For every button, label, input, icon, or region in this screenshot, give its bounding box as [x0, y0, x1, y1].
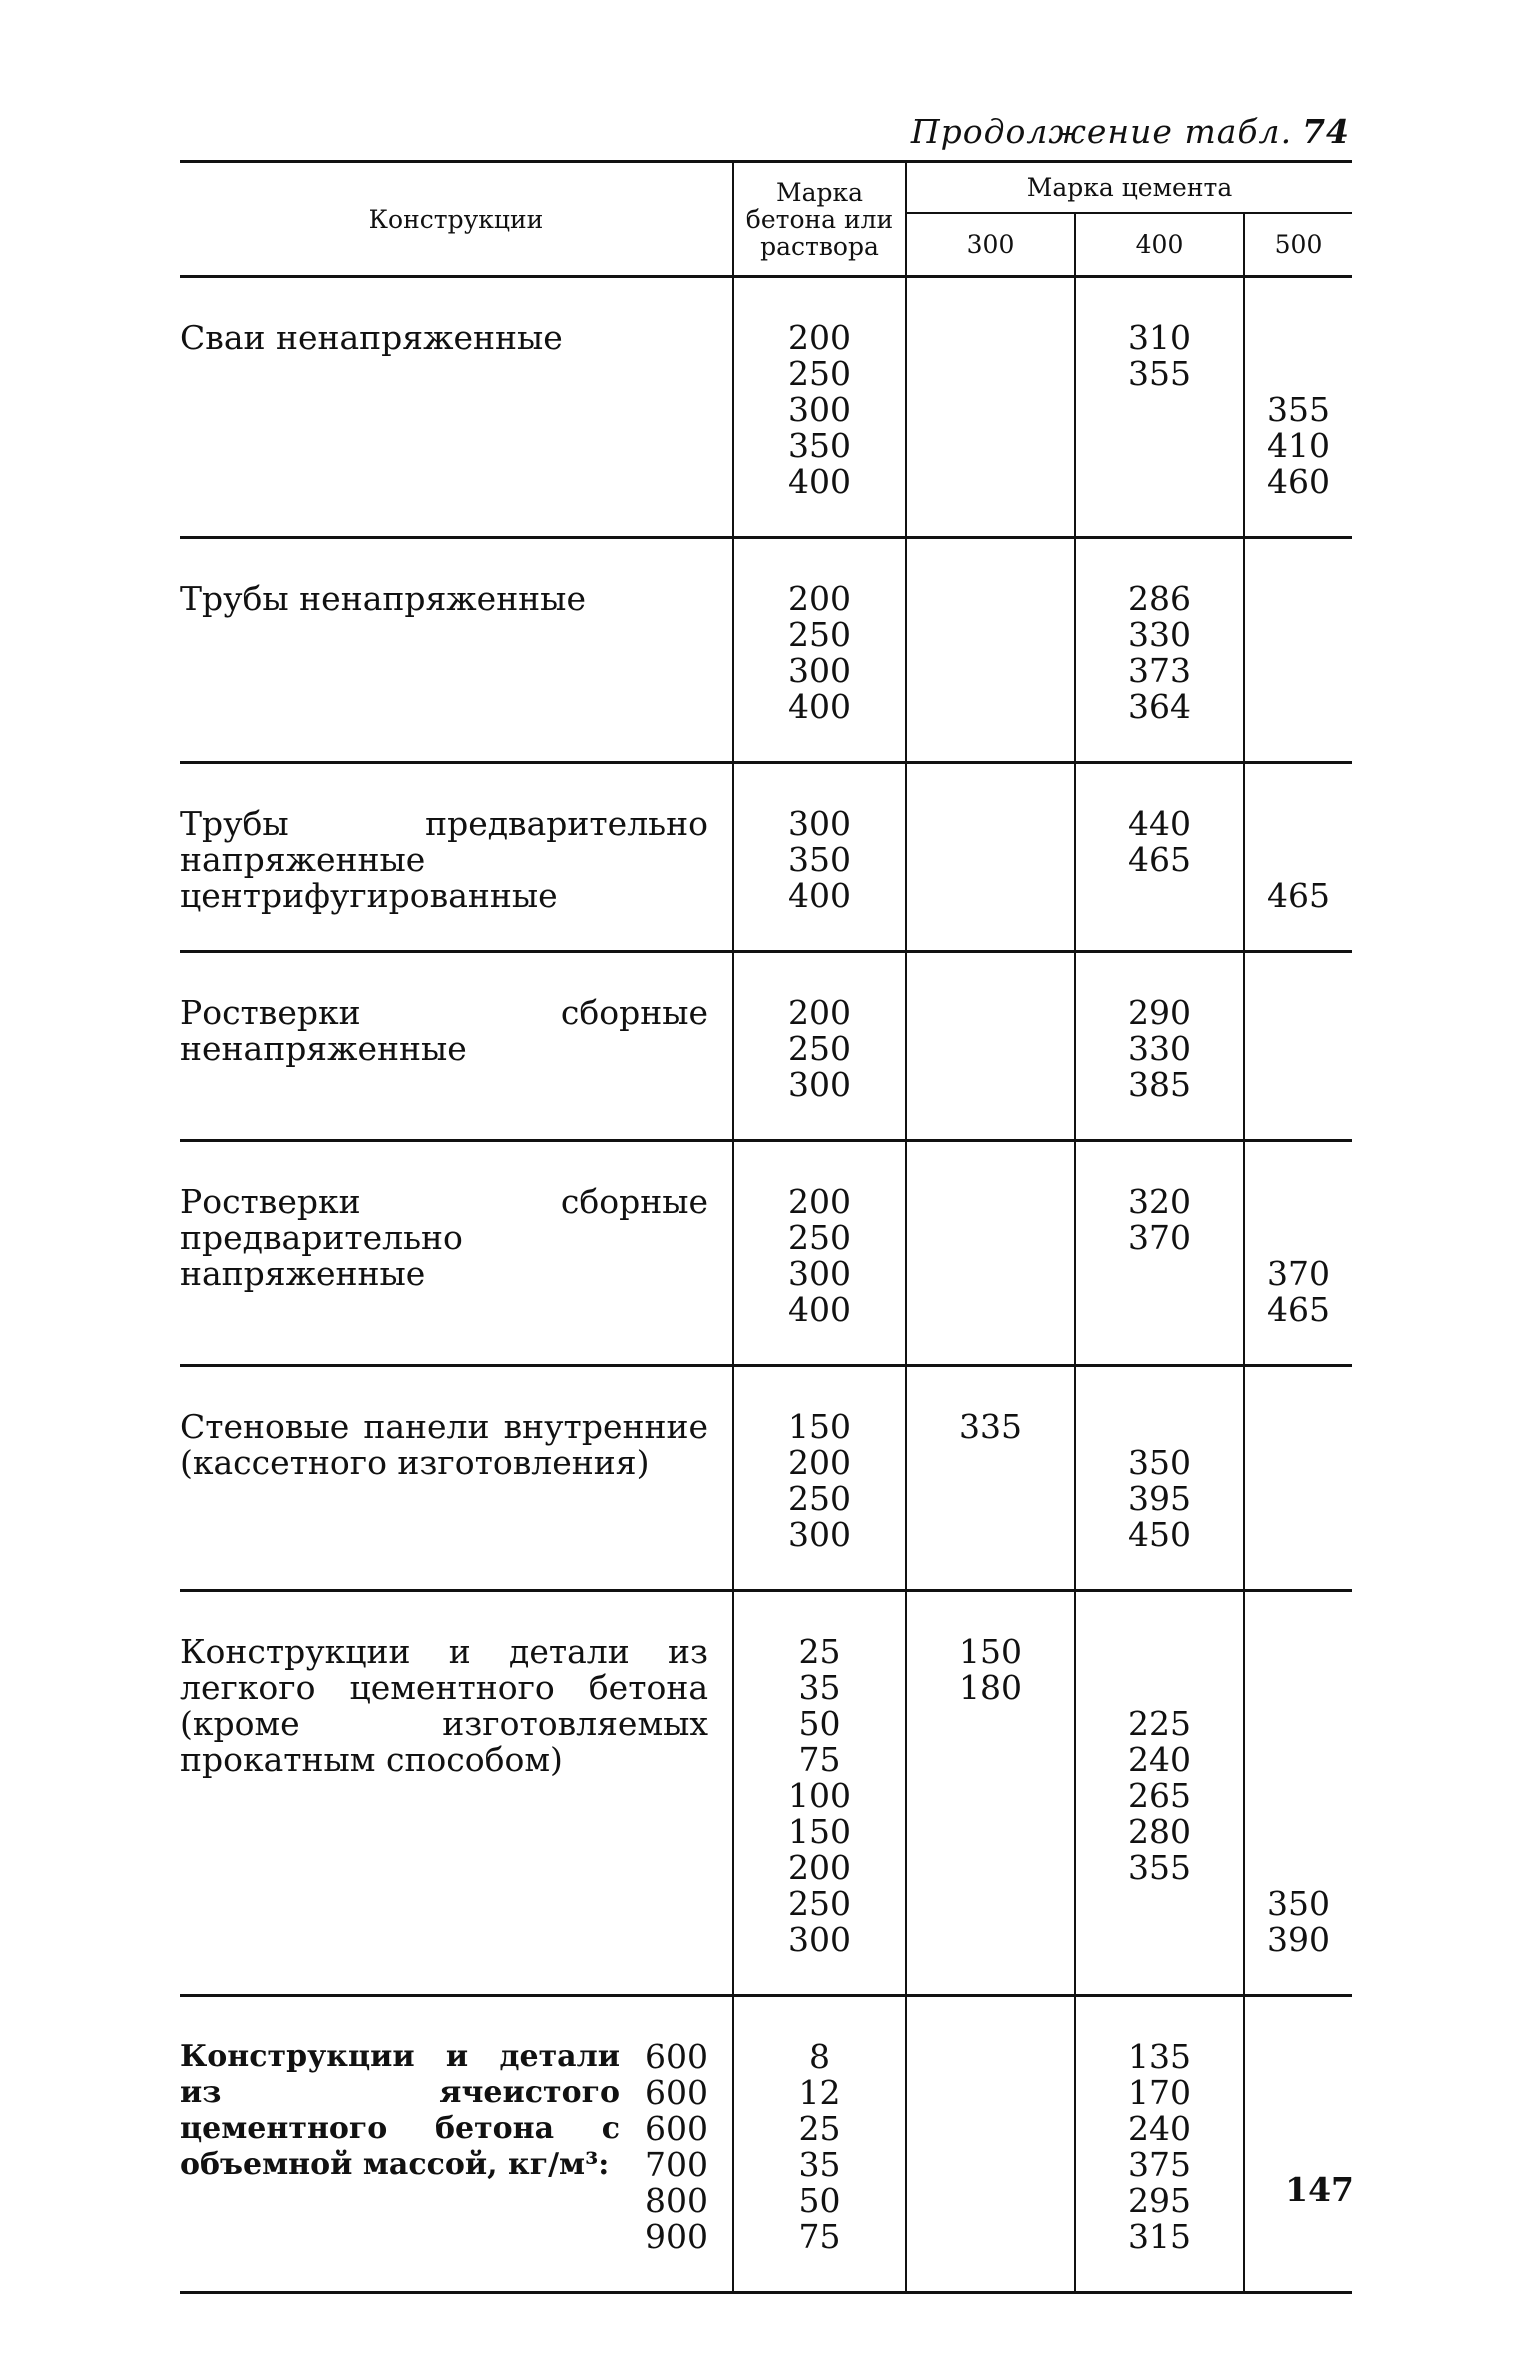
construction-name-cell	[180, 277, 733, 538]
construction-name-cell	[180, 1141, 733, 1366]
concrete-grade-value: 250	[788, 1479, 851, 1518]
cement-500-value	[1245, 806, 1352, 842]
cement-400-value	[1076, 1670, 1243, 1706]
cement-500-value	[1245, 2075, 1352, 2111]
cement-400-cell	[1075, 1996, 1244, 2293]
cement-300-value	[907, 1922, 1074, 1958]
cement-500-value	[1245, 356, 1352, 392]
construction-name-cell	[180, 1591, 733, 1996]
cement-500-value	[1245, 1706, 1352, 1742]
cement-400-cell	[1075, 1366, 1244, 1591]
cement-300-value	[907, 356, 1074, 392]
concrete-grade-value: 35	[798, 2145, 841, 2184]
cement-300-value	[907, 464, 1074, 500]
cement-300-cell	[906, 1591, 1075, 1996]
table-row	[180, 1366, 1352, 1591]
concrete-grade-value: 400	[788, 1290, 851, 1329]
concrete-grade-value: 75	[798, 1740, 841, 1779]
cement-300-cell	[906, 763, 1075, 952]
density-value: 600	[645, 2109, 708, 2148]
cement-400-value: 225	[1128, 1704, 1191, 1743]
table-row	[180, 1591, 1352, 1996]
cement-400-cell	[1075, 1591, 1244, 1996]
cement-500-value	[1245, 1634, 1352, 1670]
cement-400-value: 240	[1128, 1740, 1191, 1779]
cement-500-cell	[1244, 1996, 1352, 2293]
cement-400-value: 265	[1128, 1776, 1191, 1815]
cement-300-value	[907, 1256, 1074, 1292]
cement-500-value	[1245, 995, 1352, 1031]
concrete-grade-value: 300	[788, 651, 851, 690]
cement-500-value: 465	[1267, 876, 1330, 915]
cement-400-value	[1076, 1256, 1243, 1292]
concrete-grade-value: 350	[788, 840, 851, 879]
cement-300-value	[907, 2219, 1074, 2255]
concrete-grade-value: 200	[788, 579, 851, 618]
construction-name-cell	[180, 763, 733, 952]
cement-400-value: 286	[1128, 579, 1191, 618]
construction-name: Ростверки сборные ненапряженные	[180, 993, 708, 1068]
cement-500-cell	[1244, 277, 1352, 538]
cement-300-value	[907, 1814, 1074, 1850]
cement-500-value	[1245, 320, 1352, 356]
cement-500-value	[1245, 1742, 1352, 1778]
cement-400-value: 280	[1128, 1812, 1191, 1851]
concrete-grade-value: 100	[788, 1776, 851, 1815]
cement-500-value: 390	[1267, 1920, 1330, 1959]
concrete-grade-value: 150	[788, 1812, 851, 1851]
cement-300-value	[907, 995, 1074, 1031]
construction-name-cell	[180, 1366, 733, 1591]
cement-400-value	[1076, 878, 1243, 914]
concrete-grade-value: 250	[788, 615, 851, 654]
cement-400-value: 315	[1128, 2217, 1191, 2256]
cement-500-value	[1245, 1670, 1352, 1706]
concrete-grade-value: 35	[798, 1668, 841, 1707]
density-value: 600	[645, 2037, 708, 2076]
cement-400-value: 330	[1128, 615, 1191, 654]
cement-400-value: 364	[1128, 687, 1191, 726]
concrete-grade-value: 200	[788, 1443, 851, 1482]
concrete-grade-cell	[733, 1591, 906, 1996]
cement-300-value	[907, 2039, 1074, 2075]
cement-400-value	[1076, 392, 1243, 428]
cement-400-value: 375	[1128, 2145, 1191, 2184]
page-number: 147	[1285, 2170, 1354, 2209]
cement-400-cell	[1075, 763, 1244, 952]
cement-500-value	[1245, 581, 1352, 617]
concrete-grade-value: 50	[798, 2181, 841, 2220]
construction-name: Стеновые панели внутренние (кассетного изготовления)	[180, 1407, 708, 1482]
concrete-grade-value: 300	[788, 804, 851, 843]
concrete-grade-cell	[733, 1366, 906, 1591]
concrete-grade-value: 400	[788, 687, 851, 726]
cement-300-value	[907, 1481, 1074, 1517]
cement-500-value: 460	[1267, 462, 1330, 501]
cement-400-cell	[1075, 952, 1244, 1141]
cement-500-cell	[1244, 763, 1352, 952]
cement-500-value	[1245, 2219, 1352, 2255]
cement-500-value	[1245, 689, 1352, 725]
cement-400-value: 170	[1128, 2073, 1191, 2112]
cement-400-value: 320	[1128, 1182, 1191, 1221]
cement-400-value: 355	[1128, 1848, 1191, 1887]
cement-300-value	[907, 1886, 1074, 1922]
concrete-grade-cell	[733, 277, 906, 538]
cement-500-value	[1245, 2039, 1352, 2075]
concrete-grade-value: 200	[788, 993, 851, 1032]
cement-300-value	[907, 581, 1074, 617]
concrete-grade-value: 300	[788, 1065, 851, 1104]
cement-300-value	[907, 1031, 1074, 1067]
cement-500-value: 465	[1267, 1290, 1330, 1329]
cement-500-value: 350	[1267, 1884, 1330, 1923]
density-values	[628, 2039, 708, 2255]
cement-500-value: 355	[1267, 390, 1330, 429]
cement-300-value	[907, 1850, 1074, 1886]
density-value: 800	[645, 2181, 708, 2220]
cement-500-value	[1245, 1778, 1352, 1814]
cement-300-value	[907, 653, 1074, 689]
header-cement-300: 300	[906, 213, 1075, 277]
table-caption	[911, 112, 1350, 151]
cement-500-value	[1245, 1409, 1352, 1445]
concrete-grade-value: 250	[788, 1884, 851, 1923]
cement-300-cell	[906, 1996, 1075, 2293]
cement-400-cell	[1075, 277, 1244, 538]
cement-300-value: 180	[959, 1668, 1022, 1707]
cement-400-value: 440	[1128, 804, 1191, 843]
cement-400-value: 295	[1128, 2181, 1191, 2220]
table-row	[180, 763, 1352, 952]
concrete-grade-value: 200	[788, 1848, 851, 1887]
cement-300-value	[907, 1067, 1074, 1103]
cement-400-value: 290	[1128, 993, 1191, 1032]
cement-400-value	[1076, 1634, 1243, 1670]
cement-400-cell	[1075, 1141, 1244, 1366]
cement-500-value	[1245, 1850, 1352, 1886]
cement-400-value: 350	[1128, 1443, 1191, 1482]
construction-name-cell	[180, 952, 733, 1141]
cement-300-value	[907, 1445, 1074, 1481]
density-value: 900	[645, 2217, 708, 2256]
header-constructions: Конструкции	[180, 162, 733, 277]
cement-300-value	[907, 806, 1074, 842]
cement-300-cell	[906, 1141, 1075, 1366]
cement-400-value: 355	[1128, 354, 1191, 393]
cement-300-value	[907, 2147, 1074, 2183]
cement-500-value	[1245, 1814, 1352, 1850]
construction-name: Трубы ненапряженные	[180, 579, 586, 618]
concrete-grade-value: 250	[788, 354, 851, 393]
table-row	[180, 538, 1352, 763]
concrete-grade-value: 200	[788, 1182, 851, 1221]
header-cement-grade: Марка цемента	[906, 162, 1352, 213]
table-row	[180, 277, 1352, 538]
cement-300-value	[907, 320, 1074, 356]
cement-500-value	[1245, 653, 1352, 689]
construction-name: Сваи ненапряженные	[180, 318, 563, 357]
cement-300-value	[907, 1292, 1074, 1328]
cement-500-cell	[1244, 952, 1352, 1141]
concrete-grade-value: 75	[798, 2217, 841, 2256]
construction-name-cell	[180, 1996, 733, 2293]
table-body	[180, 277, 1352, 2293]
concrete-grade-value: 250	[788, 1029, 851, 1068]
construction-name-cell	[180, 538, 733, 763]
table-row	[180, 1141, 1352, 1366]
concrete-grade-value: 25	[798, 2109, 841, 2148]
cement-500-value	[1245, 1517, 1352, 1553]
cement-300-value	[907, 689, 1074, 725]
cement-400-cell	[1075, 538, 1244, 763]
concrete-grade-value: 300	[788, 390, 851, 429]
density-value: 600	[645, 2073, 708, 2112]
cement-400-value: 310	[1128, 318, 1191, 357]
concrete-grade-value: 12	[798, 2073, 841, 2112]
concrete-grade-value: 8	[809, 2037, 830, 2076]
cement-500-value	[1245, 1031, 1352, 1067]
cement-400-value: 330	[1128, 1029, 1191, 1068]
header-cement-500: 500	[1244, 213, 1352, 277]
concrete-grade-cell	[733, 763, 906, 952]
concrete-grade-value: 25	[798, 1632, 841, 1671]
concrete-grade-value: 400	[788, 462, 851, 501]
construction-name: Конструкции и детали из ячеистого цементного бетона с объемной массой, кг/м³:	[180, 2039, 620, 2182]
cement-500-value	[1245, 1067, 1352, 1103]
concrete-grade-cell	[733, 1141, 906, 1366]
cement-300-value	[907, 1742, 1074, 1778]
cement-500-value	[1245, 1184, 1352, 1220]
cement-300-value	[907, 1220, 1074, 1256]
cement-400-value	[1076, 464, 1243, 500]
concrete-grade-value: 300	[788, 1920, 851, 1959]
cement-400-value: 240	[1128, 2109, 1191, 2148]
construction-name: Трубы предварительно напряженные центрифугированные	[180, 804, 708, 915]
cement-300-cell	[906, 277, 1075, 538]
cement-500-value	[1245, 842, 1352, 878]
cement-500-value	[1245, 1445, 1352, 1481]
cement-300-value	[907, 428, 1074, 464]
cement-300-cell	[906, 952, 1075, 1141]
cement-400-value: 450	[1128, 1515, 1191, 1554]
cement-grade-table	[180, 160, 1352, 2294]
concrete-grade-cell	[733, 952, 906, 1141]
cement-300-value	[907, 1184, 1074, 1220]
cement-400-value	[1076, 1922, 1243, 1958]
cement-400-value: 395	[1128, 1479, 1191, 1518]
cement-500-value: 370	[1267, 1254, 1330, 1293]
table-row	[180, 952, 1352, 1141]
caption-table-number: 74	[1302, 112, 1350, 151]
cement-500-value: 410	[1267, 426, 1330, 465]
caption-text: Продолжение табл.	[910, 112, 1293, 151]
cement-300-value	[907, 617, 1074, 653]
cement-300-value	[907, 2183, 1074, 2219]
cement-400-value	[1076, 1886, 1243, 1922]
cement-400-value: 135	[1128, 2037, 1191, 2076]
concrete-grade-value: 50	[798, 1704, 841, 1743]
cement-300-value	[907, 878, 1074, 914]
cement-500-cell	[1244, 1141, 1352, 1366]
density-value: 700	[645, 2145, 708, 2184]
concrete-grade-value: 300	[788, 1254, 851, 1293]
cement-300-value	[907, 2075, 1074, 2111]
cement-400-value	[1076, 428, 1243, 464]
cement-500-cell	[1244, 1366, 1352, 1591]
cement-400-value: 465	[1128, 840, 1191, 879]
concrete-grade-cell	[733, 1996, 906, 2293]
concrete-grade-value: 250	[788, 1218, 851, 1257]
concrete-grade-value: 150	[788, 1407, 851, 1446]
cement-300-value	[907, 1517, 1074, 1553]
construction-name: Конструкции и детали из легкого цементного бетона (кроме изготовляемых прокатным способом)	[180, 1632, 708, 1779]
cement-300-value	[907, 842, 1074, 878]
header-concrete-grade: Марка бетона или раствора	[733, 162, 906, 277]
concrete-grade-value: 400	[788, 876, 851, 915]
cement-400-value	[1076, 1409, 1243, 1445]
construction-name: Ростверки сборные предварительно напряженные	[180, 1182, 708, 1293]
header-cement-400: 400	[1075, 213, 1244, 277]
concrete-grade-value: 200	[788, 318, 851, 357]
table-row	[180, 1996, 1352, 2293]
cement-300-value: 150	[959, 1632, 1022, 1671]
cement-500-value	[1245, 1220, 1352, 1256]
cement-300-cell	[906, 538, 1075, 763]
concrete-grade-value: 350	[788, 426, 851, 465]
concrete-grade-value: 300	[788, 1515, 851, 1554]
cement-300-value	[907, 392, 1074, 428]
cement-500-cell	[1244, 1591, 1352, 1996]
cement-300-value	[907, 1706, 1074, 1742]
cement-400-value: 385	[1128, 1065, 1191, 1104]
cement-300-value	[907, 2111, 1074, 2147]
cement-500-value	[1245, 617, 1352, 653]
cement-500-value	[1245, 2111, 1352, 2147]
cement-500-cell	[1244, 538, 1352, 763]
cement-300-value: 335	[959, 1407, 1022, 1446]
concrete-grade-cell	[733, 538, 906, 763]
cement-400-value: 373	[1128, 651, 1191, 690]
cement-300-cell	[906, 1366, 1075, 1591]
cement-500-value	[1245, 1481, 1352, 1517]
cement-400-value: 370	[1128, 1218, 1191, 1257]
cement-300-value	[907, 1778, 1074, 1814]
cement-400-value	[1076, 1292, 1243, 1328]
